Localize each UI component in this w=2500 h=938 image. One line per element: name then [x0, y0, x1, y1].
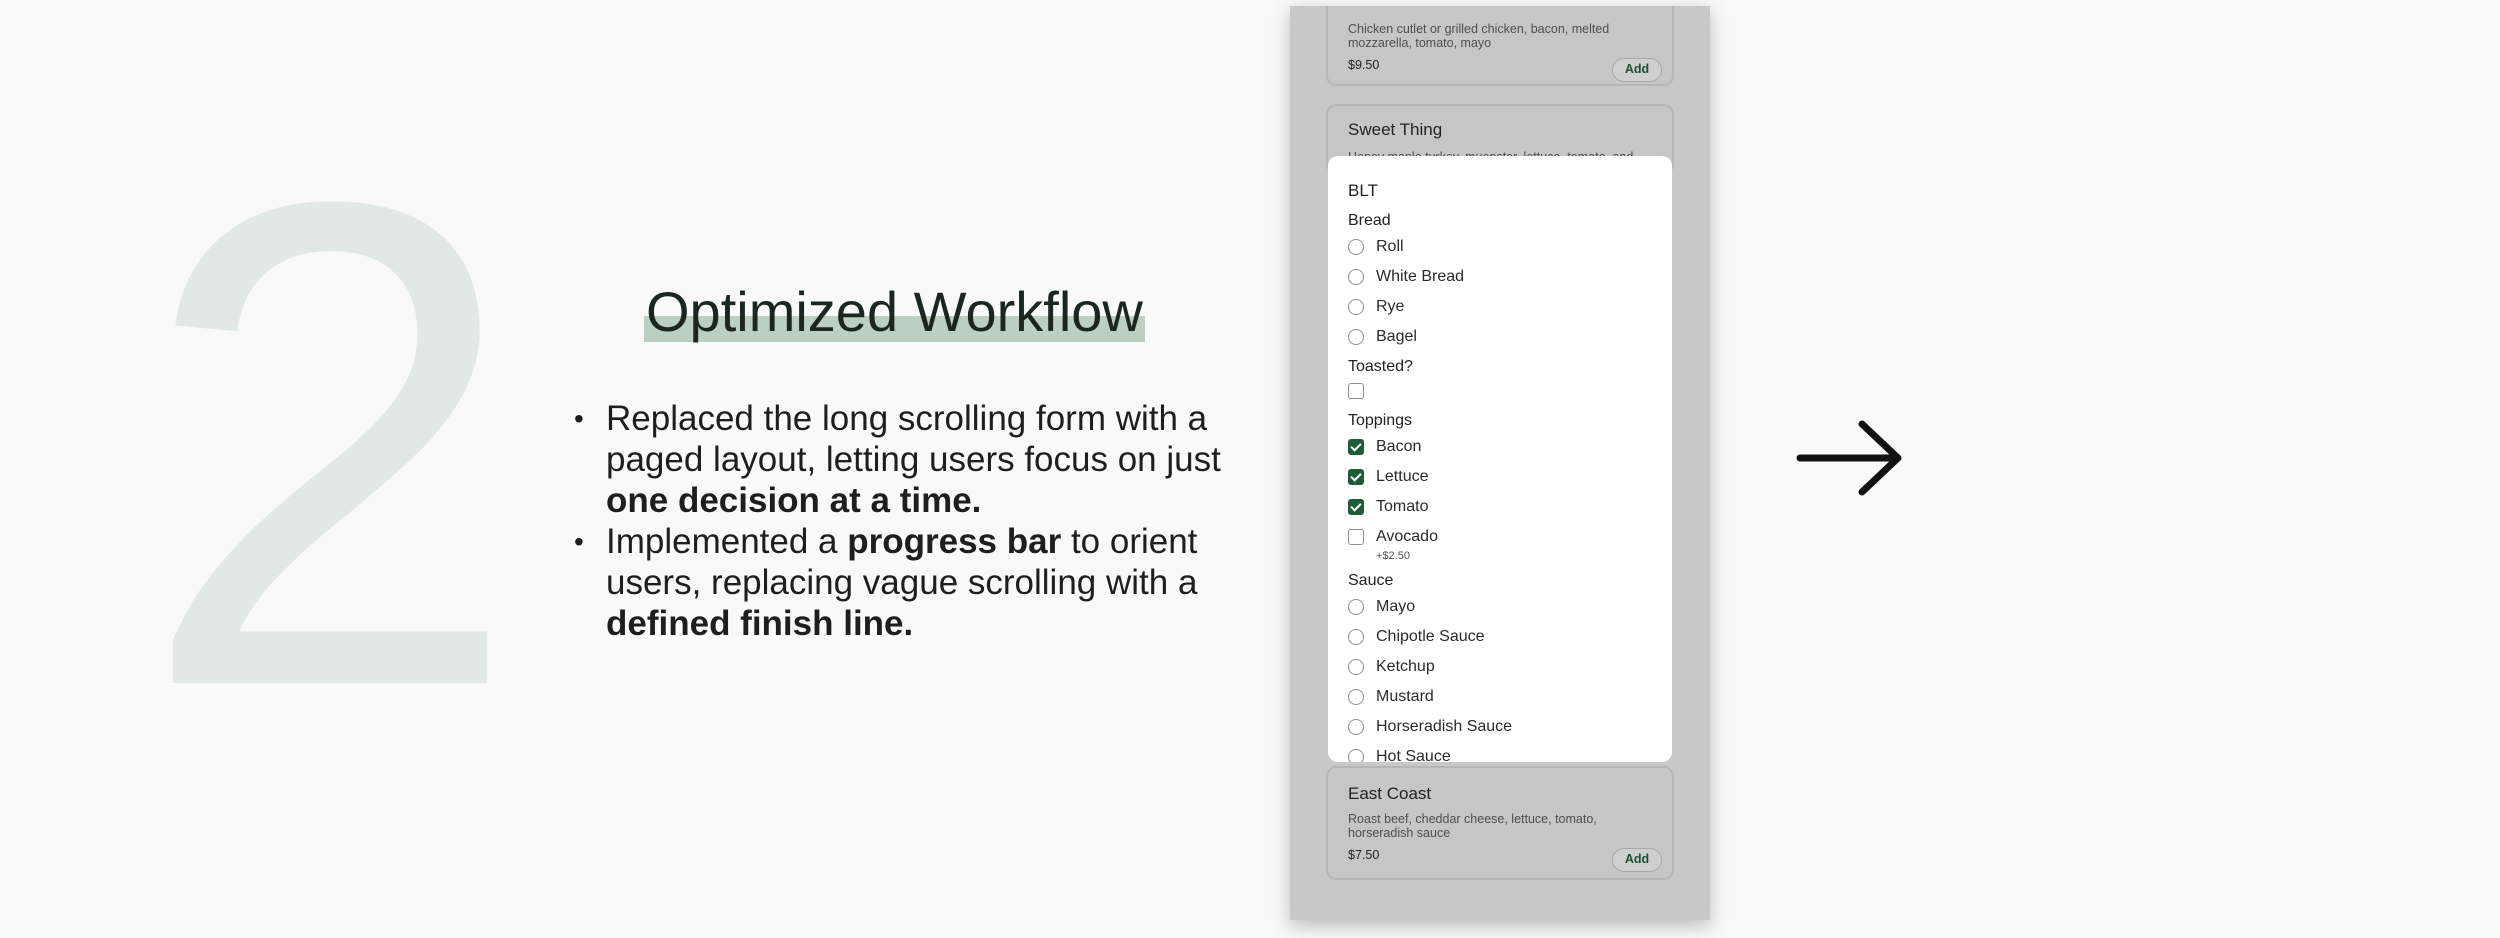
add-button[interactable]: Add [1612, 58, 1662, 82]
section-label-toppings: Toppings [1348, 412, 1413, 429]
bullet-1-emphasis: one decision at a time. [606, 481, 982, 520]
option-label: Roll [1376, 238, 1404, 255]
checkbox-option[interactable] [1348, 496, 1428, 518]
radio-option[interactable] [1348, 236, 1404, 258]
card-title: Sweet Thing [1348, 120, 1443, 139]
radio-option[interactable] [1348, 746, 1451, 762]
menu-card[interactable] [1326, 766, 1674, 880]
radio-option[interactable] [1348, 266, 1464, 288]
radio-option[interactable] [1348, 686, 1434, 708]
option-label: Lettuce [1376, 468, 1429, 485]
checkbox-option[interactable] [1348, 466, 1428, 488]
radio-button[interactable] [1348, 329, 1364, 345]
step-number: 2 [138, 59, 512, 830]
radio-button[interactable] [1348, 299, 1364, 315]
radio-button[interactable] [1348, 749, 1364, 762]
modal-title: BLT [1348, 181, 1378, 200]
option-label: Mustard [1376, 688, 1434, 705]
option-label: White Bread [1376, 268, 1465, 285]
headline: Optimized Workflow [646, 280, 1143, 343]
option-label: Hot Sauce [1376, 748, 1451, 762]
option-label: Rye [1376, 298, 1405, 315]
radio-option[interactable] [1348, 326, 1417, 348]
option-label: Mayo [1376, 598, 1416, 615]
add-button[interactable]: Add [1612, 848, 1662, 872]
bullet-item-1 [572, 398, 1232, 521]
radio-option[interactable] [1348, 296, 1404, 318]
checkbox-checked[interactable] [1348, 469, 1364, 485]
bullet-list [572, 398, 1232, 644]
radio-button[interactable] [1348, 659, 1364, 675]
radio-button[interactable] [1348, 689, 1364, 705]
option-label: Chipotle Sauce [1376, 628, 1485, 645]
bullet-dot: • [574, 403, 584, 434]
radio-button[interactable] [1348, 239, 1364, 255]
option-label: Horseradish Sauce [1376, 718, 1513, 735]
radio-option[interactable] [1348, 656, 1435, 678]
option-label: Bagel [1376, 328, 1417, 345]
checkbox-checked[interactable] [1348, 499, 1364, 515]
option-label: Ketchup [1376, 658, 1435, 675]
card-title: East Coast [1348, 784, 1432, 803]
radio-button[interactable] [1348, 719, 1364, 735]
right-arrow-icon [1796, 416, 1906, 496]
card-description: Roast beef, cheddar cheese, lettuce, tomato, horseradish sauce [1348, 812, 1597, 840]
bullet-2-text: Implemented a [606, 522, 848, 561]
section-label-sauce: Sauce [1348, 572, 1394, 589]
radio-option[interactable] [1348, 596, 1415, 618]
card-price: $7.50 [1348, 848, 1380, 862]
card-description: Chicken cutlet or grilled chicken, bacon, melted mozzarella, tomato, mayo [1348, 22, 1610, 50]
section-label-toasted: Toasted? [1348, 358, 1413, 375]
item-options-modal [1328, 156, 1672, 762]
phone-mockup [1290, 6, 1710, 920]
checkbox-option[interactable] [1348, 436, 1421, 458]
toasted-checkbox-row[interactable] [1348, 380, 1376, 402]
option-label: Bacon [1376, 438, 1422, 455]
option-label: Avocado [1376, 528, 1438, 545]
option-label: Tomato [1376, 498, 1429, 515]
radio-button[interactable] [1348, 599, 1364, 615]
headline-container [644, 280, 1145, 344]
radio-button[interactable] [1348, 629, 1364, 645]
bullet-dot: • [574, 526, 584, 557]
toasted-checkbox[interactable] [1348, 383, 1364, 399]
radio-option[interactable] [1348, 716, 1512, 738]
radio-button[interactable] [1348, 269, 1364, 285]
bullet-item-2 [572, 521, 1232, 644]
section-label-bread: Bread [1348, 212, 1391, 229]
bullet-2-emphasis-2: defined finish line. [606, 604, 914, 643]
bullet-1-text: Replaced the long scrolling form with a paged layout, letting users focus on just [606, 399, 1221, 479]
bullet-2-text-cont: to orient users, replacing vague scrolling with a [606, 522, 1198, 602]
card-price: $9.50 [1348, 58, 1380, 72]
menu-card[interactable] [1326, 6, 1674, 86]
radio-option[interactable] [1348, 626, 1485, 648]
checkbox-option[interactable] [1348, 526, 1438, 548]
checkbox-checked[interactable] [1348, 439, 1364, 455]
option-extra-price: +$2.50 [1376, 550, 1410, 562]
bullet-2-emphasis: progress bar [847, 522, 1062, 561]
checkbox-unchecked[interactable] [1348, 529, 1364, 545]
